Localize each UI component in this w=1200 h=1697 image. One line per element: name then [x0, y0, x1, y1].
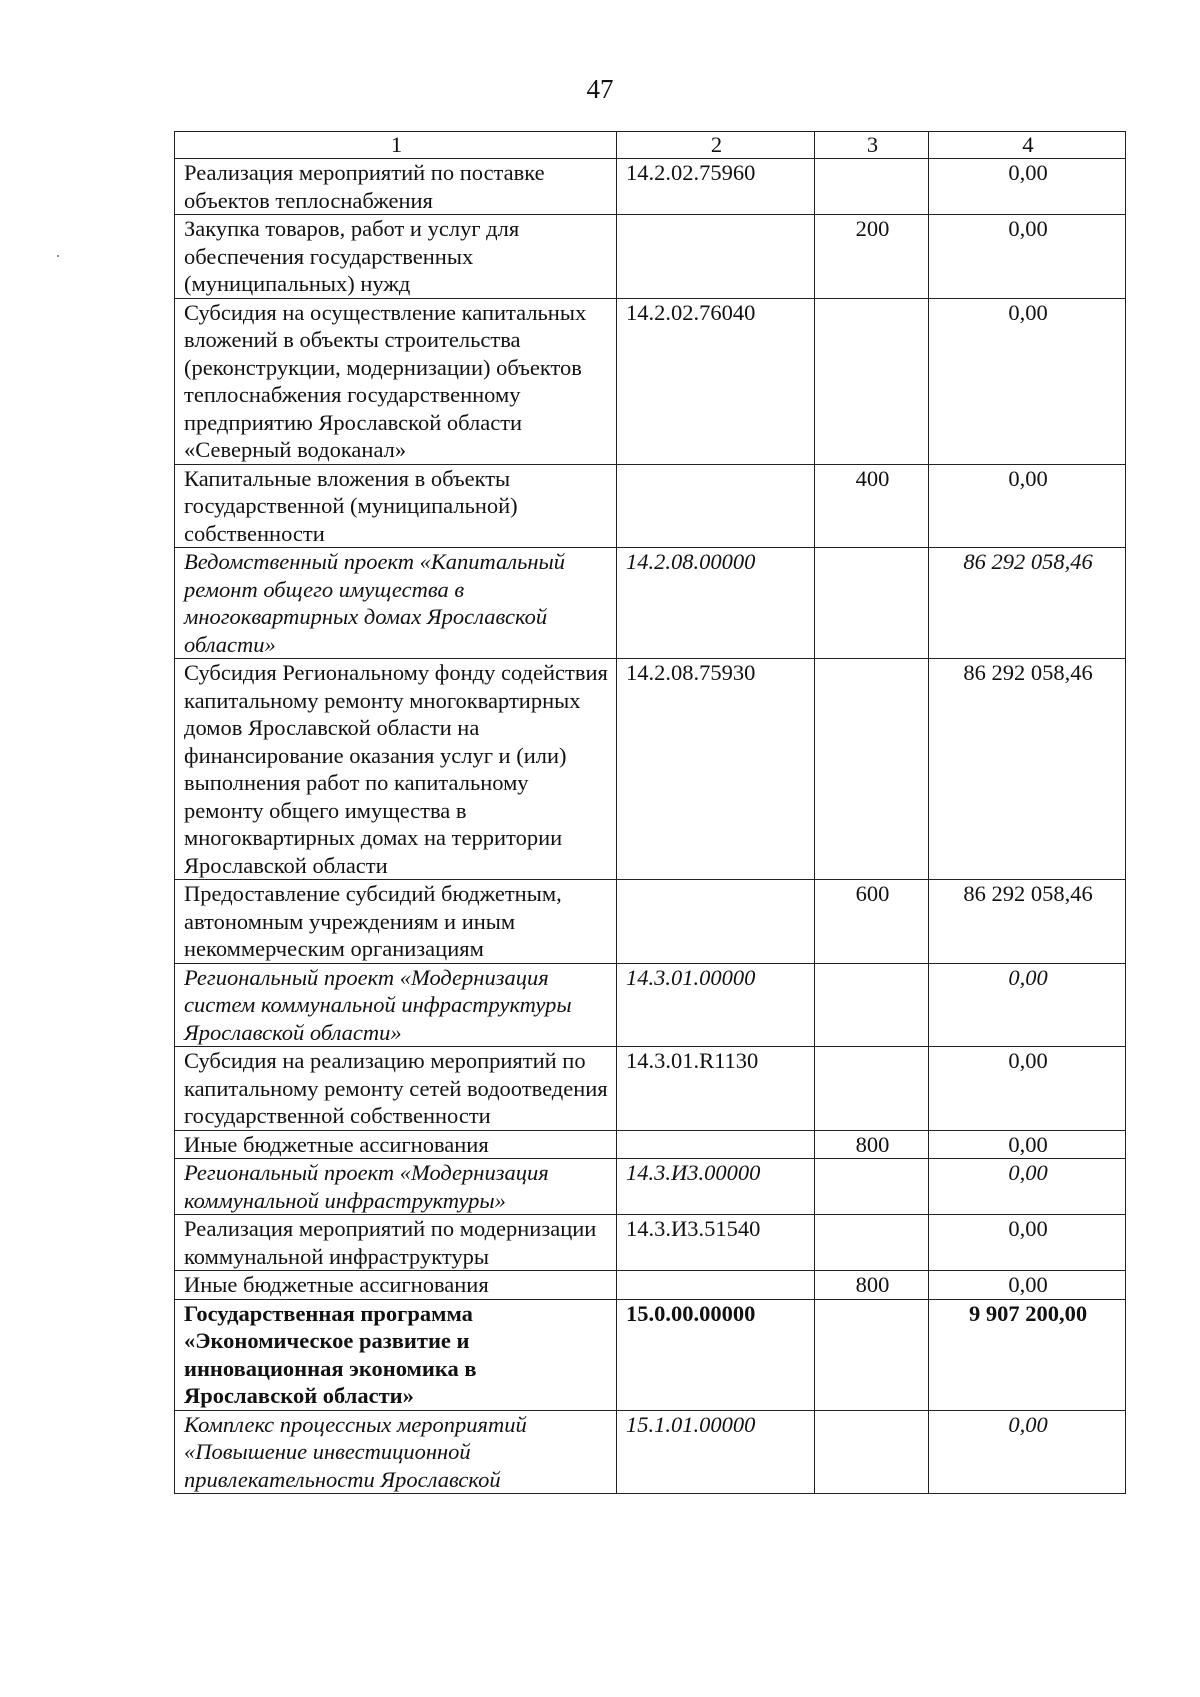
expense-type-cell [815, 1299, 929, 1410]
expense-type-cell: 800 [815, 1271, 929, 1300]
expense-name-cell: Региональный проект «Модернизация коммунальной инфраструктуры» [175, 1159, 617, 1215]
target-code-cell [617, 1130, 815, 1159]
expense-name-cell: Субсидия на осуществление капитальных вложений в объекты строительства (реконструкции, модернизации) объектов теплоснабжения государственному предприятию Ярославской области «Северный водоканал» [175, 298, 617, 464]
expense-name-cell: Ведомственный проект «Капитальный ремонт общего имущества в многоквартирных домах Ярославской области» [175, 548, 617, 659]
expense-type-cell [815, 1047, 929, 1131]
table-row [175, 1215, 1126, 1271]
amount-cell: 0,00 [929, 1130, 1126, 1159]
target-code-cell: 14.3.01.R1130 [617, 1047, 815, 1131]
expense-name-cell: Субсидия Региональному фонду содействия капитальному ремонту многоквартирных домов Ярославской области на финансирование оказания услуг и (или) выполнения работ по капитальному ремонту общего имущества в многоквартирных домах на территории Ярославской области [175, 659, 617, 880]
table-row [175, 1271, 1126, 1300]
amount-cell: 0,00 [929, 963, 1126, 1047]
target-code-cell [617, 215, 815, 299]
amount-cell: 0,00 [929, 1159, 1126, 1215]
column-number: 3 [815, 132, 929, 159]
amount-cell: 0,00 [929, 464, 1126, 548]
table-row [175, 659, 1126, 880]
amount-cell: 86 292 058,46 [929, 880, 1126, 964]
amount-cell: 0,00 [929, 298, 1126, 464]
budget-table [174, 131, 1126, 1494]
target-code-cell [617, 880, 815, 964]
target-code-cell: 14.3.01.00000 [617, 963, 815, 1047]
target-code-cell: 14.2.08.00000 [617, 548, 815, 659]
expense-type-cell [815, 548, 929, 659]
table-row [175, 215, 1126, 299]
amount-cell: 0,00 [929, 1215, 1126, 1271]
table-row [175, 159, 1126, 215]
expense-type-cell: 200 [815, 215, 929, 299]
target-code-cell: 14.3.И3.51540 [617, 1215, 815, 1271]
amount-cell: 0,00 [929, 1047, 1126, 1131]
column-number-row [175, 132, 1126, 159]
target-code-cell: 14.2.02.76040 [617, 298, 815, 464]
amount-cell: 0,00 [929, 215, 1126, 299]
page-number: 47 [586, 74, 614, 104]
expense-name-cell: Закупка товаров, работ и услуг для обеспечения государственных (муниципальных) нужд [175, 215, 617, 299]
column-number: 4 [929, 132, 1126, 159]
table-row [175, 1047, 1126, 1131]
table-row [175, 1130, 1126, 1159]
table-row [175, 1410, 1126, 1494]
column-number: 2 [617, 132, 815, 159]
table-row [175, 1299, 1126, 1410]
expense-type-cell: 600 [815, 880, 929, 964]
target-code-cell: 14.2.08.75930 [617, 659, 815, 880]
expense-type-cell [815, 1410, 929, 1494]
expense-type-cell: 400 [815, 464, 929, 548]
target-code-cell: 15.0.00.00000 [617, 1299, 815, 1410]
table-row [175, 963, 1126, 1047]
amount-cell: 9 907 200,00 [929, 1299, 1126, 1410]
expense-type-cell [815, 159, 929, 215]
expense-name-cell: Иные бюджетные ассигнования [175, 1130, 617, 1159]
expense-type-cell [815, 659, 929, 880]
table-body [175, 159, 1126, 1494]
table-row [175, 464, 1126, 548]
amount-cell: 0,00 [929, 1271, 1126, 1300]
column-number: 1 [175, 132, 617, 159]
expense-name-cell: Субсидия на реализацию мероприятий по капитальному ремонту сетей водоотведения государственной собственности [175, 1047, 617, 1131]
expense-name-cell: Иные бюджетные ассигнования [175, 1271, 617, 1300]
expense-name-cell: Государственная программа «Экономическое развитие и инновационная экономика в Ярославской области» [175, 1299, 617, 1410]
target-code-cell [617, 1271, 815, 1300]
target-code-cell: 14.2.02.75960 [617, 159, 815, 215]
table-row [175, 548, 1126, 659]
table-row [175, 880, 1126, 964]
target-code-cell: 15.1.01.00000 [617, 1410, 815, 1494]
scan-speck [57, 255, 59, 257]
expense-type-cell [815, 1159, 929, 1215]
expense-type-cell: 800 [815, 1130, 929, 1159]
expense-name-cell: Предоставление субсидий бюджетным, автономным учреждениям и иным некоммерческим организациям [175, 880, 617, 964]
expense-type-cell [815, 1215, 929, 1271]
expense-type-cell [815, 298, 929, 464]
expense-name-cell: Комплекс процессных мероприятий «Повышение инвестиционной привлекательности Ярославской [175, 1410, 617, 1494]
expense-type-cell [815, 963, 929, 1047]
target-code-cell [617, 464, 815, 548]
expense-name-cell: Реализация мероприятий по поставке объектов теплоснабжения [175, 159, 617, 215]
expense-name-cell: Капитальные вложения в объекты государственной (муниципальной) собственности [175, 464, 617, 548]
table-row [175, 1159, 1126, 1215]
expense-name-cell: Реализация мероприятий по модернизации коммунальной инфраструктуры [175, 1215, 617, 1271]
amount-cell: 86 292 058,46 [929, 548, 1126, 659]
amount-cell: 86 292 058,46 [929, 659, 1126, 880]
expense-name-cell: Региональный проект «Модернизация систем коммунальной инфраструктуры Ярославской области» [175, 963, 617, 1047]
table-row [175, 298, 1126, 464]
amount-cell: 0,00 [929, 159, 1126, 215]
amount-cell: 0,00 [929, 1410, 1126, 1494]
target-code-cell: 14.3.И3.00000 [617, 1159, 815, 1215]
